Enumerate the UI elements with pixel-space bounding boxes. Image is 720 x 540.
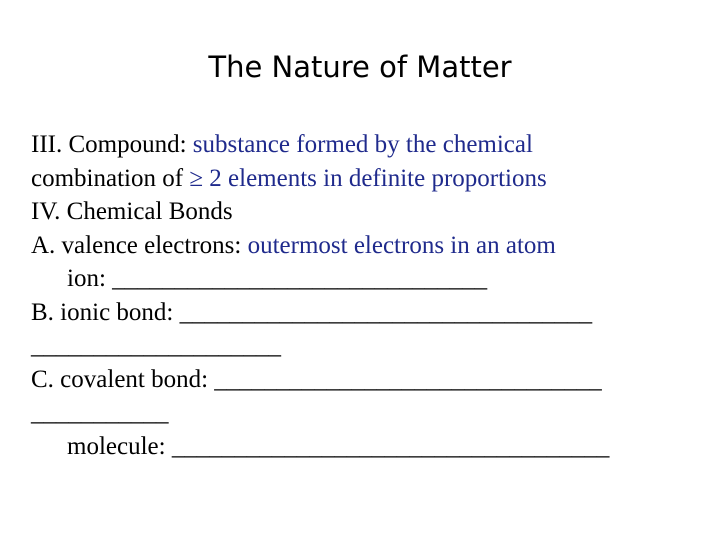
compound-definition-cont-line	[31, 162, 711, 196]
compound-definition-cont-a: combination of	[31, 164, 190, 192]
compound-definition-line	[31, 128, 711, 162]
ionic-bond-blank-cont: ____________________	[31, 332, 281, 359]
covalent-bond-blank-cont: ___________	[31, 399, 169, 426]
compound-definition-cont-b: ≥ 2 elements in definite proportions	[189, 164, 547, 192]
ion-blank-line: ion: ______________________________	[67, 265, 488, 292]
compound-term: III. Compound:	[31, 131, 193, 158]
slide-body	[31, 128, 711, 463]
valence-electrons-line	[31, 229, 711, 263]
ionic-bond-blank-line: B. ionic bond: _________________________________	[31, 298, 593, 326]
compound-definition: substance formed by the chemical	[192, 131, 533, 158]
valence-electrons-definition: outermost electrons in an atom	[247, 231, 556, 259]
slide-title: The Nature of Matter	[208, 50, 512, 84]
covalent-bond-blank-line: C. covalent bond: _______________________________	[31, 365, 602, 393]
molecule-blank-line: molecule: ___________________________________	[67, 432, 610, 460]
valence-electrons-term: A. valence electrons:	[31, 231, 248, 259]
chemical-bonds-heading: IV. Chemical Bonds	[31, 198, 233, 225]
